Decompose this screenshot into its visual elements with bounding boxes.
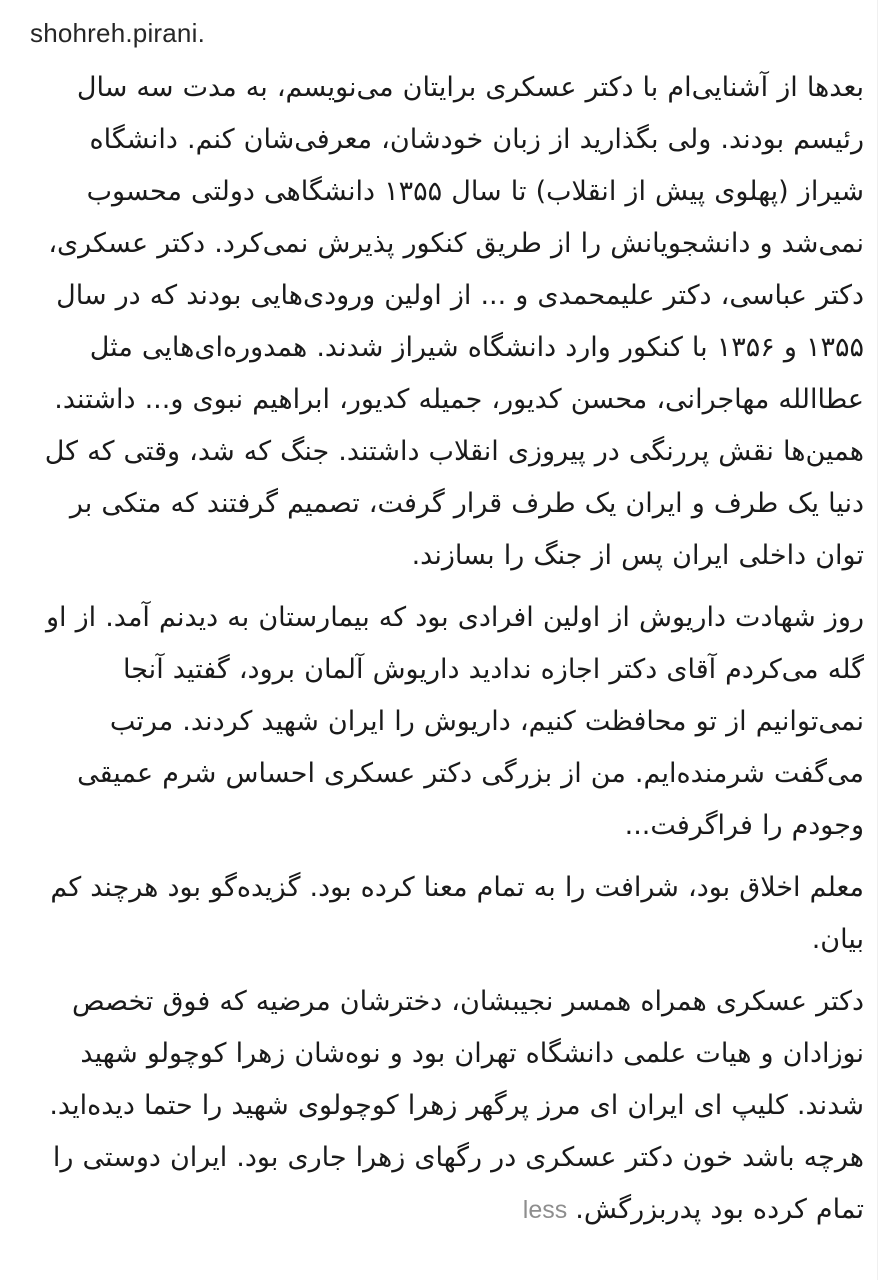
comment-paragraph-4-text: دکتر عسکری همراه همسر نجیبشان، دخترشان مرضیه که فوق تخصص نوزادان و هیات علمی دانشگاه تهران بود و نوه‌شان زهرا کوچولو شهید شدند. کلیپ ای ایران ای مرز پرگهر زهرا کوچولوی شهید را حتما دیده‌اید. هرچه باشد خون دکتر عسکری در رگهای زهرا جاری بود. ایران دوستی را تمام کرده بود پدربزرگش. [49, 986, 864, 1225]
comment-paragraph-4 [30, 976, 864, 1236]
author-username-trailing-dot: . [197, 18, 206, 48]
content-column-divider [877, 0, 878, 1280]
comment-paragraph-1: بعدها از آشنایی‌ام با دکتر عسکری برایتان می‌نویسم، به مدت سه سال رئیسم بودند. ولی بگذارید از زبان خودشان، معرفی‌شان کنم. دانشگاه شیراز (پهلوی پیش از انقلاب) تا سال ۱۳۵۵ دانشگاهی دولتی محسوب نمی‌شد و دانشجویانش را از طریق کنکور پذیرش نمی‌کرد. دکتر عسکری، دکتر عباسی، دکتر علیمحمدی و ... از اولین ورودی‌هایی بودند که در سال ۱۳۵۵ و ۱۳۵۶ با کنکور وارد دانشگاه شیراز شدند. همدوره‌ای‌هایی مثل عطاالله مهاجرانی، محسن کدیور، جمیله کدیور، ابراهیم نبوی و... داشتند. همین‌ها نقش پررنگی در پیروزی انقلاب داشتند. جنگ که شد، وقتی که کل دنیا یک طرف و ایران یک طرف قرار گرفت، تصمیم گرفتند که متکی بر توان داخلی ایران پس از جنگ را بسازند. [44, 72, 864, 571]
comment-author-line [0, 0, 894, 50]
comment-paragraph-3: معلم اخلاق بود، شرافت را به تمام معنا کرده بود. گزیده‌گو بود هرچند کم بیان. [50, 872, 864, 955]
comment-text-body [0, 50, 894, 1236]
author-username[interactable]: shohreh.pirani [30, 18, 198, 48]
comment-paragraph-2: روز شهادت داریوش از اولین افرادی بود که بیمارستان به دیدنم آمد. از او گله می‌کردم آقای دکتر اجازه ندادید داریوش آلمان برود، گفتید آنجا نمی‌توانیم از تو محافظت کنیم، داریوش را ایران شهید کردند. مرتب می‌گفت شرمنده‌ایم. من از بزرگی دکتر عسکری احساس شرم عمیقی وجودم را فراگرفت... [45, 602, 864, 841]
show-less-link[interactable]: less [522, 1196, 568, 1224]
